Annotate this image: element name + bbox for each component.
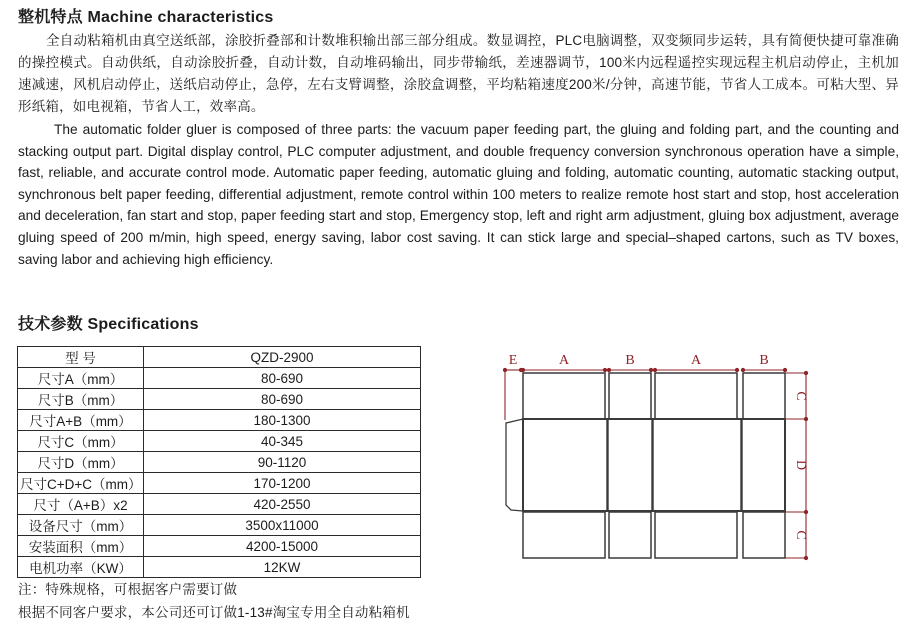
spec-value-cell: 4200-15000 xyxy=(144,536,421,557)
panel-row xyxy=(523,419,785,511)
spec-label-cell: 尺寸A（mm） xyxy=(18,368,144,389)
spec-label-cell: 尺寸A+B（mm） xyxy=(18,410,144,431)
machine-description-english: The automatic folder gluer is composed of three parts: the vacuum paper feeding part, the gluing and folding part, and the counting and stacking output part. Digital display control, PLC computer adjustment, and double frequency conversion synchronous operation have a simple, fast, reliable, and accurate control mode. Automatic paper feeding, automatic gluing and folding, automatic counting, automatic stacking output, synchronous belt paper feeding, differential adjustment, remote control within 100 meters to realize remote host start and stop, host acceleration and deceleration, fan start and stop, paper feeding start and stop, Emergency stop, left and right arm adjustment, gluing box adjustment, average gluing speed of 200 m/min, high speed, energy saving, labor cost saving. It can stick large and special–shaped cartons, such as TV boxes, saving labor and achieving high efficiency. xyxy=(18,122,899,267)
dim-label-c-bottom: C xyxy=(793,530,808,540)
spec-row xyxy=(18,536,421,557)
spec-row xyxy=(18,368,421,389)
note-line: 根据不同客户要求，本公司还可订做1-13#淘宝专用全自动粘箱机 xyxy=(18,604,410,620)
bottom-flap-a1 xyxy=(523,512,605,558)
top-flap-a2 xyxy=(655,373,737,419)
spec-label-cell: 尺寸（A+B）x2 xyxy=(18,494,144,515)
specifications-table xyxy=(17,346,421,578)
spec-label-cell: 型 号 xyxy=(18,347,144,368)
spec-label-cell: 尺寸D（mm） xyxy=(18,452,144,473)
spec-value-cell: 420-2550 xyxy=(144,494,421,515)
spec-row xyxy=(18,557,421,578)
top-flap-b2 xyxy=(743,373,785,419)
dim-label-e: E xyxy=(508,353,518,368)
spec-row xyxy=(18,410,421,431)
spec-label-cell: 安装面积（mm） xyxy=(18,536,144,557)
dim-label-b2: B xyxy=(759,353,769,368)
dim-label-b1: B xyxy=(625,353,635,368)
machine-characteristics-heading: 整机特点 Machine characteristics xyxy=(18,9,274,26)
spec-row xyxy=(18,347,421,368)
spec-row xyxy=(18,389,421,410)
spec-row xyxy=(18,452,421,473)
top-flap-a1 xyxy=(523,373,605,419)
spec-value-cell: QZD-2900 xyxy=(144,347,421,368)
carton-blank-diagram xyxy=(480,340,913,580)
spec-label-cell: 设备尺寸（mm） xyxy=(18,515,144,536)
spec-value-cell: 80-690 xyxy=(144,368,421,389)
spec-row xyxy=(18,431,421,452)
machine-description-chinese: 全自动粘箱机由真空送纸部，涂胶折叠部和计数堆积输出部三部分组成。数显调控，PLC电脑调整，双变频同步运转，具有简便快捷可靠准确的操控模式。自动供纸，自动涂胶折叠，自动计数，自动堆码输出，同步带输纸，差速器调节，100米内远程遥控实现远程主机启动停止，主机加速减速，风机启动停止，送纸启动停止，急停，左右支臂调整，涂胶盒调整，平均粘箱速度200米/分钟，高速节能，节省人工成本。可粘大型、异形纸箱，如电视箱，节省人工，效率高。 xyxy=(18,33,899,114)
note-line: 注：特殊规格，可根据客户需要订做 xyxy=(18,582,238,597)
spec-value-cell: 80-690 xyxy=(144,389,421,410)
spec-label-cell: 尺寸C（mm） xyxy=(18,431,144,452)
glue-flap xyxy=(506,419,523,511)
specifications-heading: 技术参数 Specifications xyxy=(18,316,199,333)
spec-row xyxy=(18,494,421,515)
bottom-flap-b2 xyxy=(743,512,785,558)
bottom-flap-a2 xyxy=(655,512,737,558)
dim-label-c-top: C xyxy=(793,391,808,401)
dim-label-d: D xyxy=(793,459,808,471)
carton-outline xyxy=(506,373,785,558)
dim-label-a1: A xyxy=(558,353,570,368)
spec-row xyxy=(18,515,421,536)
spec-value-cell: 90-1120 xyxy=(144,452,421,473)
spec-value-cell: 3500x11000 xyxy=(144,515,421,536)
spec-label-cell: 尺寸B（mm） xyxy=(18,389,144,410)
spec-value-cell: 40-345 xyxy=(144,431,421,452)
spec-label-cell: 尺寸C+D+C（mm） xyxy=(18,473,144,494)
spec-label-cell: 电机功率（KW） xyxy=(18,557,144,578)
spec-value-cell: 170-1200 xyxy=(144,473,421,494)
spec-value-cell: 180-1300 xyxy=(144,410,421,431)
bottom-flap-b1 xyxy=(609,512,651,558)
top-flap-b1 xyxy=(609,373,651,419)
dim-label-a2: A xyxy=(690,353,702,368)
spec-value-cell: 12KW xyxy=(144,557,421,578)
spec-row xyxy=(18,473,421,494)
table-notes xyxy=(18,579,410,624)
